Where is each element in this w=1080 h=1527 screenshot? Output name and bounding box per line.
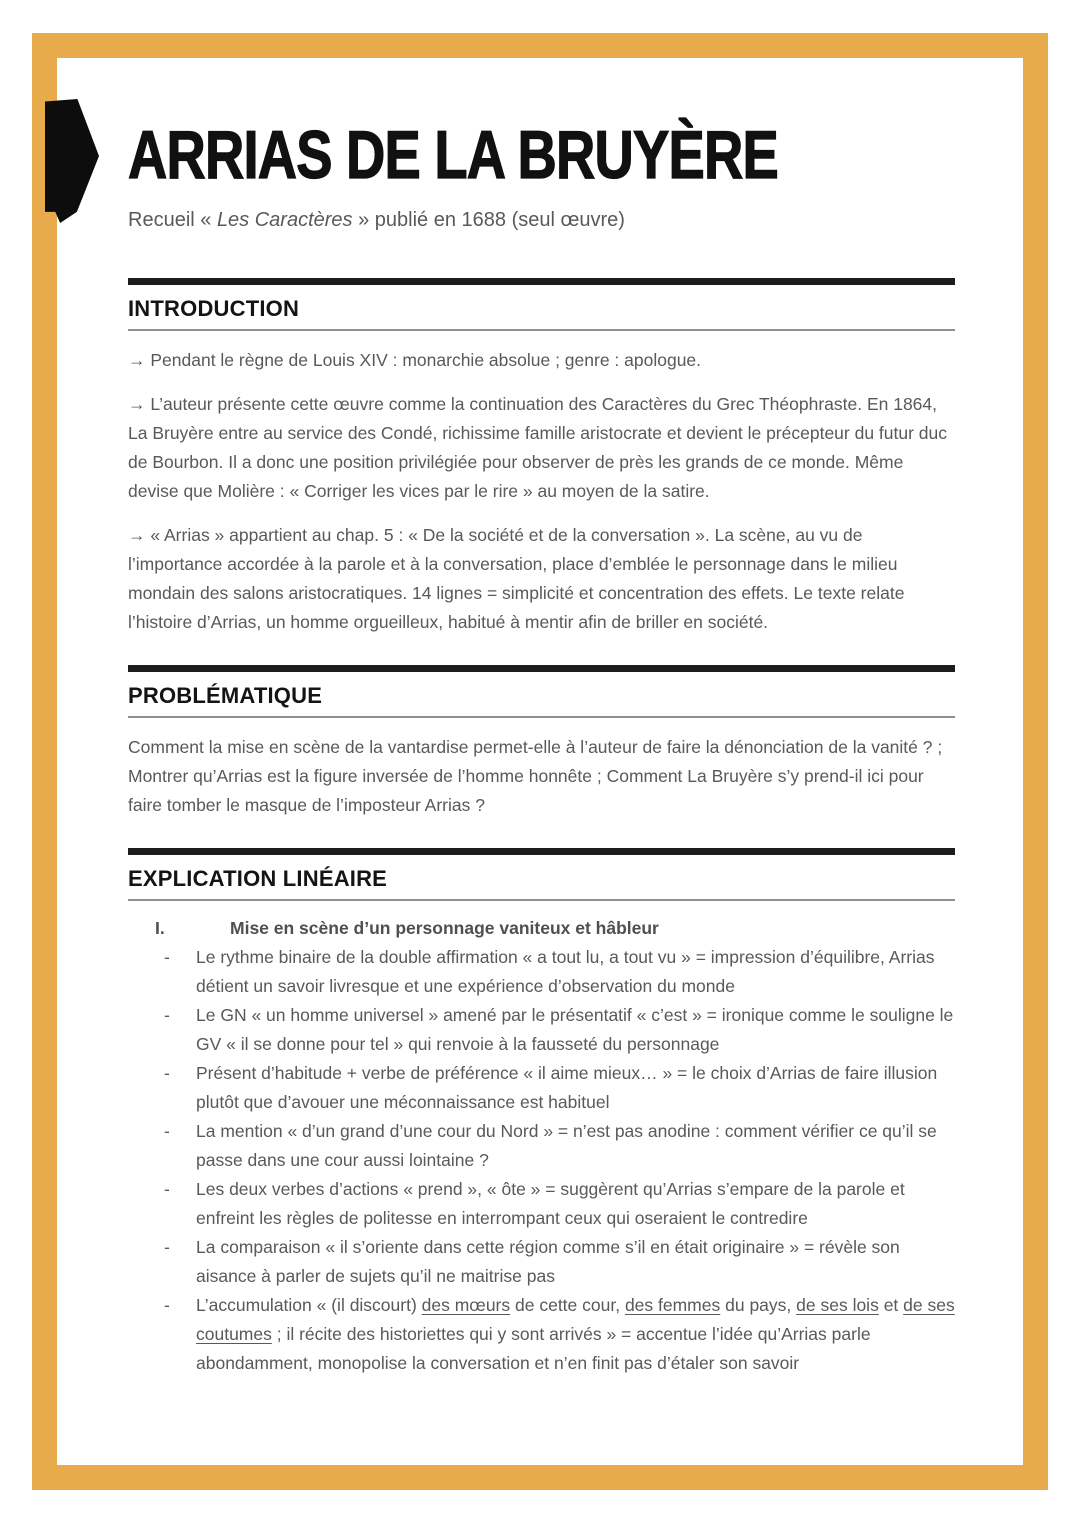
document-content <box>57 58 1023 1378</box>
analysis-bullet-2: - Le GN « un homme universel » amené par le présentatif « c’est » = ironique comme le souligne le GV « il se donne pour tel » qui renvoie à la fausseté du personnage <box>128 1001 955 1059</box>
analysis-bullet-6: - La comparaison « il s’oriente dans cette région comme s’il en était originaire » = révèle son aisance à parler de sujets qu’il ne maitrise pas <box>128 1233 955 1291</box>
problematique-paragraph: Comment la mise en scène de la vantardise permet-elle à l’auteur de faire la dénonciation de la vanité ? ; Montrer qu’Arrias est la figure inversée de l’homme honnête ; Comment La Bruyère s’y prend-il ici pour faire tomber le masque de l’imposteur Arrias ? <box>128 737 943 816</box>
accumulation-segment: et <box>878 1295 904 1316</box>
accumulation-segment: L’accumulation « (il discourt) <box>196 1295 422 1316</box>
accumulation-underlined: de ses lois <box>796 1295 879 1316</box>
section-introduction <box>128 278 955 637</box>
subtitle-suffix: » publié en 1688 (seul œuvre) <box>352 209 625 232</box>
analysis-bullet-5: - Les deux verbes d’actions « prend », « ôte » = suggèrent qu’Arrias s’empare de la parole et enfreint les règles de politesse en interrompant ceux qui oseraient le contredire <box>128 1175 955 1233</box>
intro-paragraph-2: → L’auteur présente cette œuvre comme la continuation des Caractères du Grec Théophraste. En 1864, La Bruyère entre au service des Condé, richissime famille aristocrate et devient le précepteur du futur duc de Bourbon. Il a donc une position privilégiée pour observer de près les grands de ce monde. Même devise que Molière : « Corriger les vices par le rire » au moyen de la satire. <box>128 394 948 502</box>
accumulation-segment: ; il récite des historiettes qui y sont arrivés » = accentue l’idée qu’Arrias parle abondamment, monopolise la conversation et n’en finit pas d’étaler son savoir <box>196 1324 871 1374</box>
analysis-bullet-1: - Le rythme binaire de la double affirmation « a tout lu, a tout vu » = impression d’équilibre, Arrias détient un savoir livresque et une expérience d’observation du monde <box>128 943 955 1001</box>
analysis-bullet-4: - La mention « d’un grand d’une cour du Nord » = n’est pas anodine : comment vérifier ce qu’il se passe dans une cour aussi lointaine ? <box>128 1117 955 1175</box>
section-problematique-heading: PROBLÉMATIQUE <box>128 683 323 709</box>
analysis-bullet-3: - Présent d’habitude + verbe de préférence « il aime mieux… » = le choix d’Arrias de faire illusion plutôt que d’avouer une méconnaissance est habituel <box>128 1059 955 1117</box>
intro-paragraph-3: → « Arrias » appartient au chap. 5 : « De la société et de la conversation ». La scène, au vu de l’importance accordée à la parole et à la conversation, place d’emblée le personnage dans le milieu mondain des salons aristocratiques. 14 lignes = simplicité et concentration des effets. Le texte relate l’histoire d’Arrias, un homme orgueilleux, habitué à mentir afin de briller en société. <box>128 525 905 633</box>
section-explication-header <box>128 848 955 901</box>
intro-paragraph-1: → Pendant le règne de Louis XIV : monarchie absolue ; genre : apologue. <box>128 350 702 371</box>
section-explication-lineaire <box>128 848 955 1378</box>
section-problematique <box>128 665 955 820</box>
section-introduction-heading: INTRODUCTION <box>128 296 300 322</box>
section-introduction-header <box>128 278 955 331</box>
page-subtitle <box>128 208 955 232</box>
outline-part-header <box>128 914 955 943</box>
accumulation-segment: de cette cour, <box>510 1295 625 1316</box>
section-problematique-header <box>128 665 955 718</box>
subtitle-prefix: Recueil « <box>128 209 217 232</box>
accumulation-underlined: de ses coutumes <box>196 1295 955 1345</box>
page-title: ARRIAS DE LA BRUYÈRE <box>128 117 778 193</box>
analysis-bullet-7 <box>128 1291 955 1378</box>
outline-part-number: I. <box>155 918 165 939</box>
accumulation-segment: du pays, <box>720 1295 797 1316</box>
accumulation-underlined: des femmes <box>624 1295 721 1316</box>
subtitle-work-title: Les Caractères <box>216 209 353 232</box>
section-explication-heading: EXPLICATION LINÉAIRE <box>128 866 388 892</box>
outline-part-title: Mise en scène d’un personnage vaniteux et hâbleur <box>230 918 659 939</box>
accumulation-underlined: des mœurs <box>421 1295 511 1316</box>
